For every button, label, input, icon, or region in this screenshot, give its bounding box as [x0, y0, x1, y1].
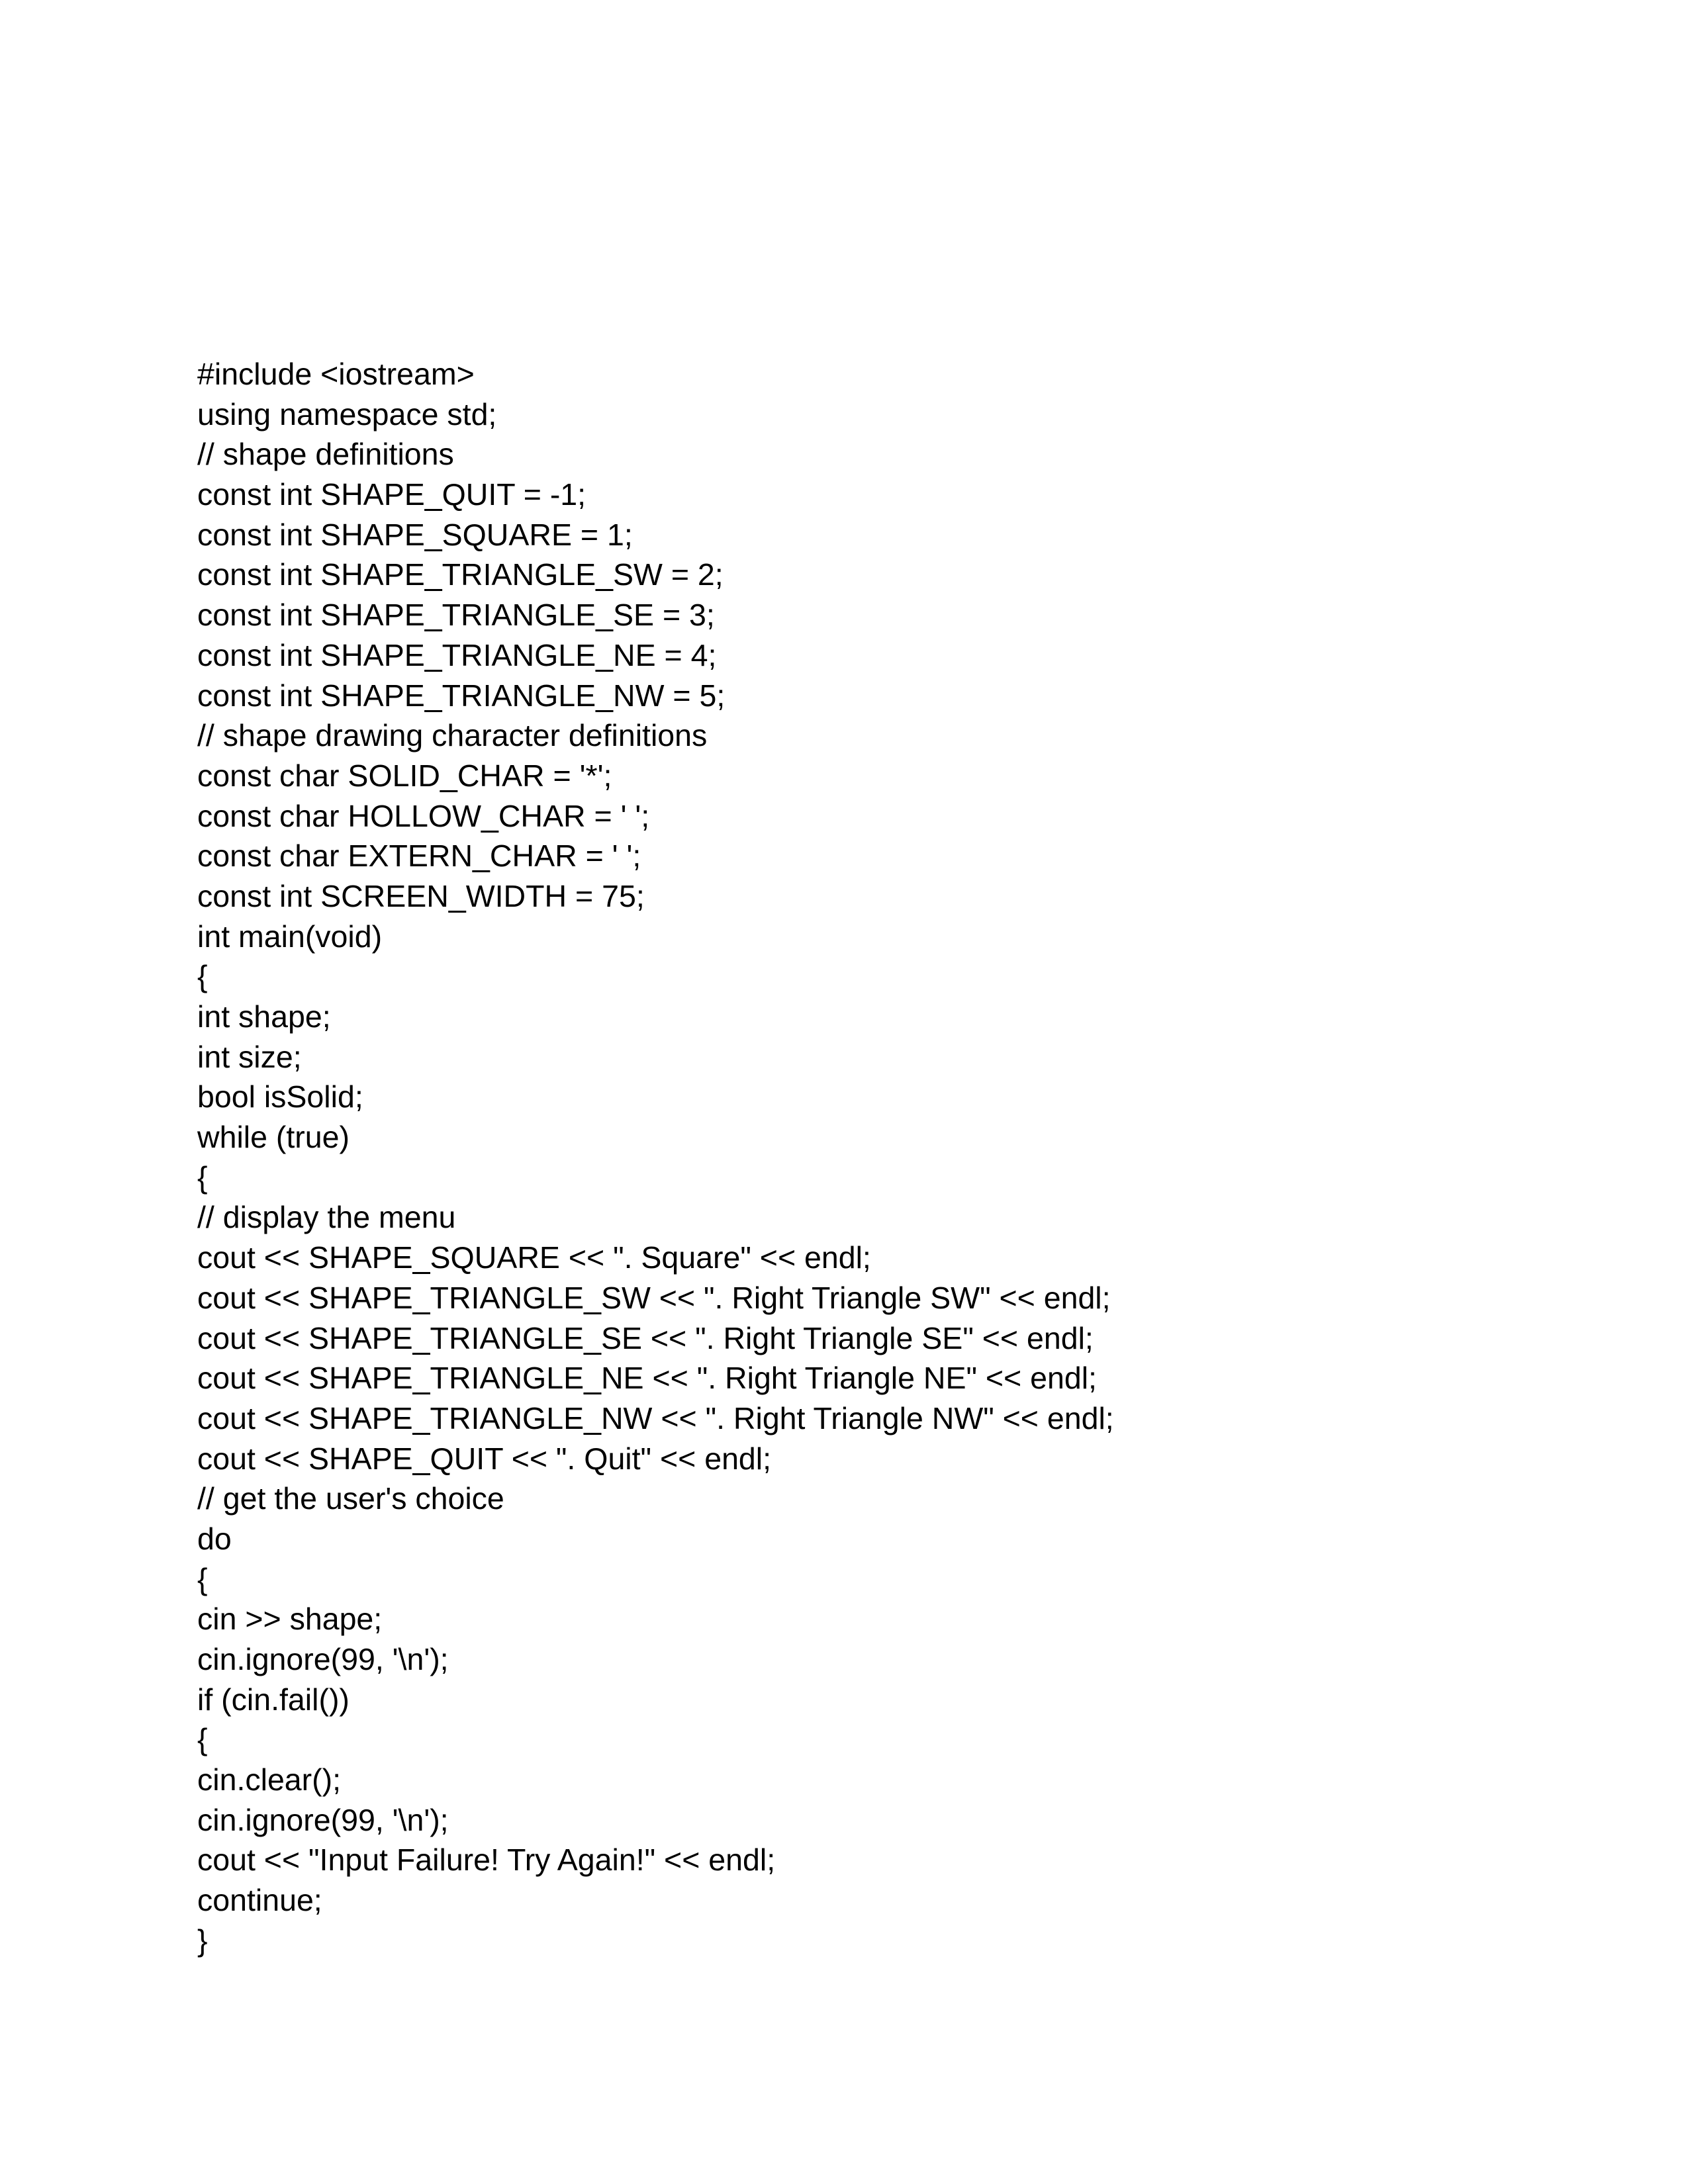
code-line: const int SCREEN_WIDTH = 75; [197, 878, 645, 913]
code-line: // display the menu [197, 1200, 456, 1235]
code-line: int shape; [197, 999, 331, 1034]
code-line: cout << SHAPE_TRIANGLE_NE << ". Right Triangle NE" << endl; [197, 1361, 1097, 1396]
code-line: const int SHAPE_TRIANGLE_SE = 3; [197, 598, 715, 633]
code-line: cin >> shape; [197, 1602, 383, 1637]
code-line: using namespace std; [197, 396, 497, 432]
code-line: const char SOLID_CHAR = '*'; [197, 758, 612, 793]
code-line: { [197, 1160, 208, 1195]
code-line: #include <iostream> [197, 357, 475, 391]
code-line: const int SHAPE_TRIANGLE_NE = 4; [197, 637, 717, 672]
code-line: continue; [197, 1883, 322, 1918]
code-line: bool isSolid; [197, 1079, 363, 1115]
code-line: // shape definitions [197, 437, 454, 472]
code-line: cout << SHAPE_TRIANGLE_SE << ". Right Triangle SE" << endl; [197, 1320, 1094, 1355]
code-line: cout << SHAPE_TRIANGLE_SW << ". Right Triangle SW" << endl; [197, 1280, 1111, 1315]
code-line: cout << SHAPE_QUIT << ". Quit" << endl; [197, 1441, 772, 1476]
code-line: do [197, 1521, 232, 1556]
code-line: cout << SHAPE_SQUARE << ". Square" << endl; [197, 1240, 871, 1275]
code-line: cin.ignore(99, '\n'); [197, 1642, 449, 1676]
code-line: cin.ignore(99, '\n'); [197, 1802, 449, 1837]
code-line: int size; [197, 1039, 302, 1074]
code-line: int main(void) [197, 919, 383, 954]
code-line: { [197, 1722, 208, 1757]
code-line: const int SHAPE_TRIANGLE_NW = 5; [197, 678, 726, 713]
code-line: const int SHAPE_TRIANGLE_SW = 2; [197, 557, 724, 592]
code-line: const char EXTERN_CHAR = ' '; [197, 839, 641, 874]
code-line: const char HOLLOW_CHAR = ' '; [197, 798, 650, 833]
code-listing [197, 354, 1114, 1961]
code-line: { [197, 959, 208, 994]
code-line: cout << SHAPE_TRIANGLE_NW << ". Right Triangle NW" << endl; [197, 1400, 1114, 1435]
code-line: cin.clear(); [197, 1762, 342, 1797]
code-line: } [197, 1923, 208, 1958]
code-line: if (cin.fail()) [197, 1682, 350, 1717]
code-line: // shape drawing character definitions [197, 718, 708, 753]
code-line: cout << "Input Failure! Try Again!" << endl; [197, 1843, 776, 1878]
code-line: const int SHAPE_QUIT = -1; [197, 477, 586, 512]
code-line: const int SHAPE_SQUARE = 1; [197, 517, 633, 552]
code-line: while (true) [197, 1120, 350, 1155]
code-line: { [197, 1561, 208, 1596]
code-line: // get the user's choice [197, 1481, 504, 1516]
